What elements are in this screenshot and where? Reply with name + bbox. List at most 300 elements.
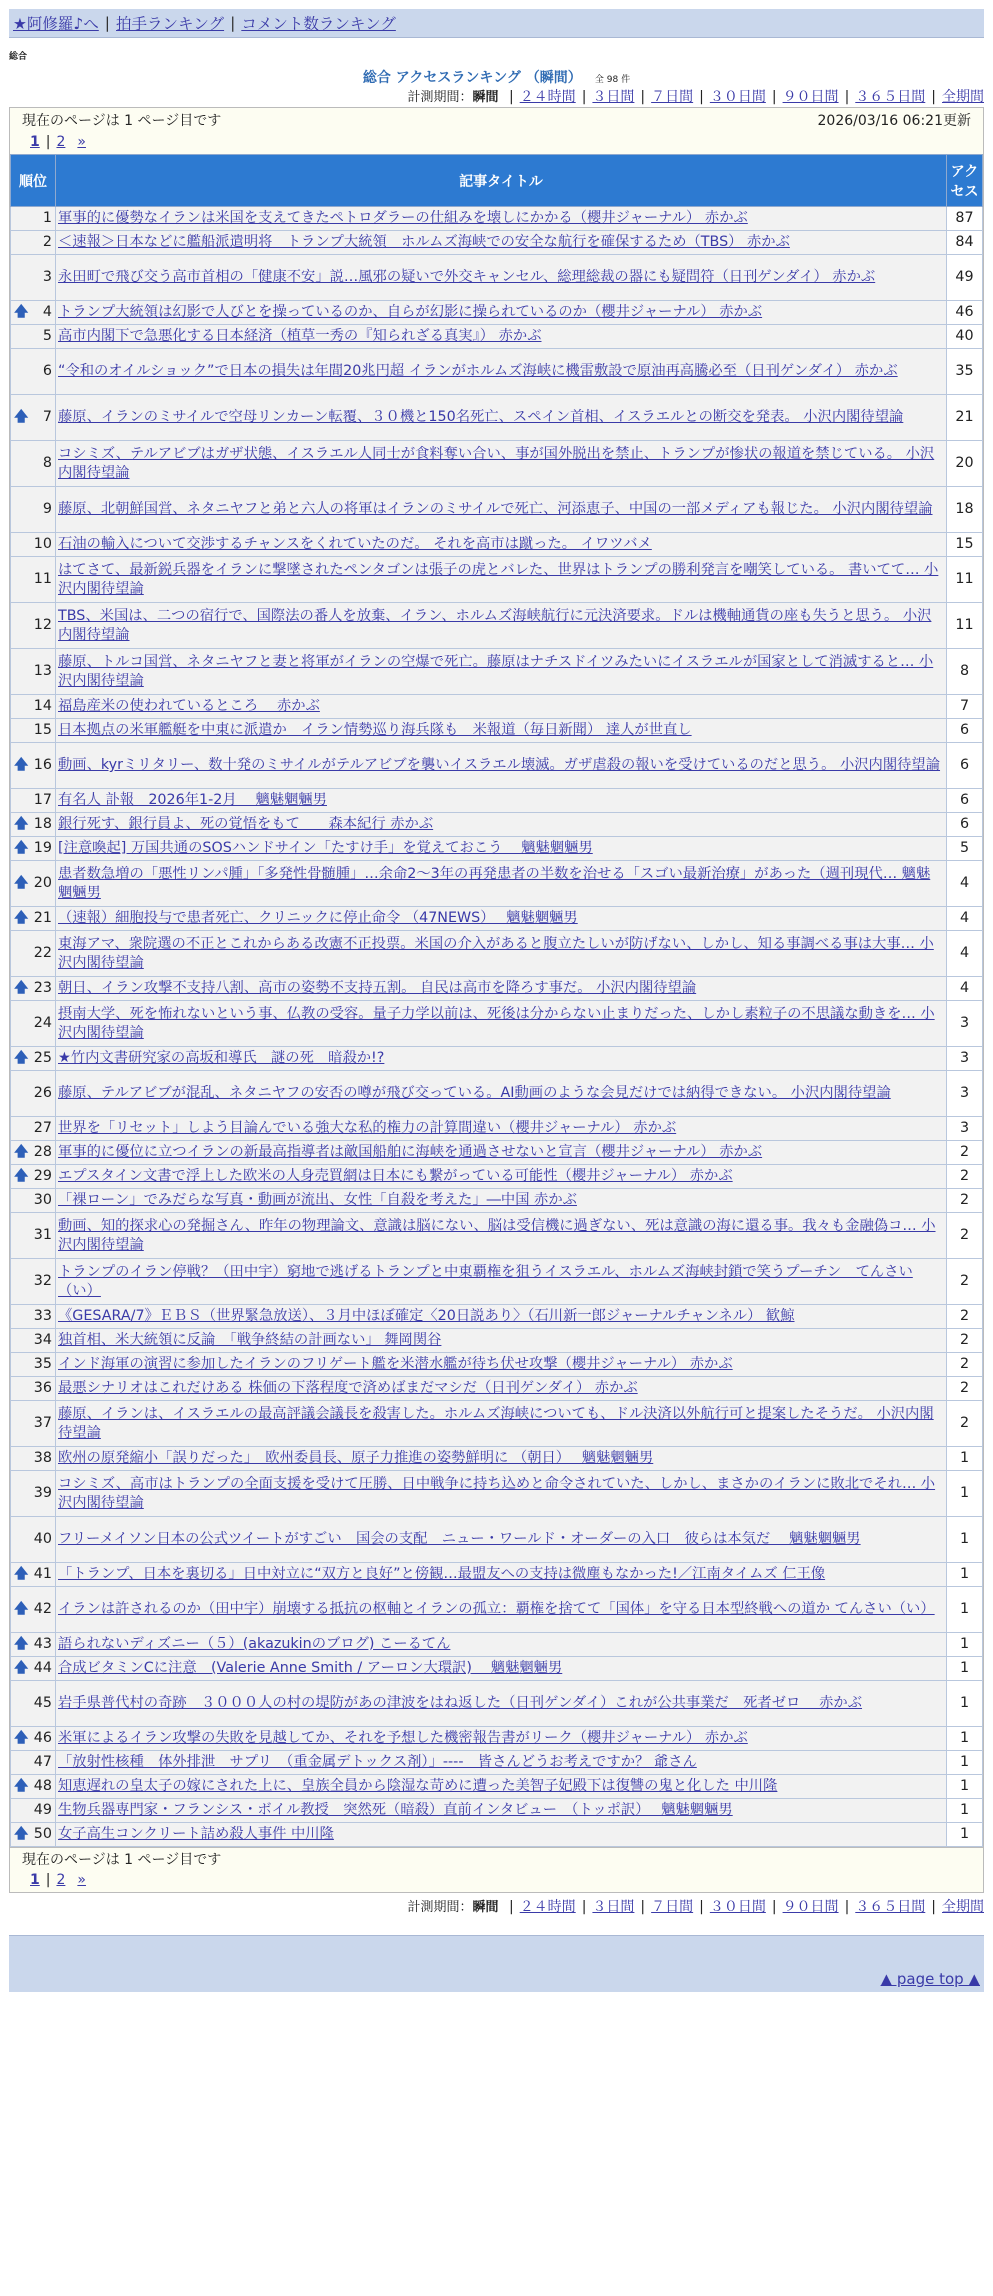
table-row — [11, 743, 983, 789]
rank-number: 6 — [42, 363, 52, 379]
article-title-link[interactable]: エプスタイン文書で浮上した欧米の人身売買網は日本にも繋がっている可能性（櫻井ジャーナル） 赤かぶ — [58, 1168, 733, 1184]
access-count: 1 — [947, 1681, 983, 1727]
bottom-period-link[interactable]: ３６５日間 — [855, 1899, 926, 1915]
nav-home-link[interactable]: ★阿修羅♪へ — [13, 15, 99, 33]
col-access-header: アクセス — [947, 155, 983, 207]
table-row — [11, 1727, 983, 1751]
title-cell — [56, 255, 947, 301]
rank-number: 5 — [42, 328, 52, 344]
access-count: 1 — [947, 1775, 983, 1799]
table-row — [11, 441, 983, 487]
access-count: 5 — [947, 837, 983, 861]
article-title-link[interactable]: 最悪シナリオはこれだけある 株価の下落程度で済めばまだマシだ（日刊ゲンダイ） 赤かぶ — [58, 1380, 638, 1396]
access-count: 11 — [947, 603, 983, 649]
bottom-period-link[interactable]: ７日間 — [651, 1899, 694, 1915]
table-row — [11, 907, 983, 931]
table-row — [11, 395, 983, 441]
rank-number: 18 — [33, 816, 52, 832]
table-row — [11, 349, 983, 395]
access-count: 7 — [947, 695, 983, 719]
rank-cell — [11, 789, 56, 813]
rank-cell — [11, 1329, 56, 1353]
title-cell — [56, 695, 947, 719]
article-title-link[interactable]: 《GESARA/7》ＥＢＳ（世界緊急放送）、３月中ほぼ確定〈20日説あり〉（石川新一郎ジャーナルチャンネル） 歓鯨 — [58, 1308, 795, 1324]
access-count: 2 — [947, 1259, 983, 1305]
access-count: 15 — [947, 533, 983, 557]
rank-number: 3 — [42, 269, 52, 285]
title-cell — [56, 1657, 947, 1681]
page-link-2[interactable]: 2 — [56, 134, 66, 150]
title-cell — [56, 1751, 947, 1775]
rank-cell — [11, 1751, 56, 1775]
period-separator: | — [699, 89, 704, 105]
article-title-link[interactable]: 生物兵器専門家・フランシス・ボイル教授 突然死（暗殺）直前インタビュー （トッポ訳） 魑魅魍魎男 — [58, 1802, 733, 1818]
rank-cell — [11, 441, 56, 487]
bottom-page-link-2[interactable]: 2 — [56, 1872, 66, 1888]
rank-cell — [11, 1047, 56, 1071]
access-count: 1 — [947, 1447, 983, 1471]
access-count: 87 — [947, 207, 983, 231]
table-row — [11, 861, 983, 907]
rank-cell — [11, 487, 56, 533]
access-count: 1 — [947, 1823, 983, 1847]
page-top-row — [9, 1966, 984, 1992]
rank-cell — [11, 603, 56, 649]
rank-number: 27 — [33, 1120, 52, 1136]
rank-number: 21 — [33, 910, 52, 926]
title-cell — [56, 1681, 947, 1727]
table-row — [11, 1071, 983, 1117]
article-title-link[interactable]: 米軍によるイラン攻撃の失敗を見越してか、それを予想した機密報告書がリーク（櫻井ジャーナル） 赤かぶ — [58, 1730, 748, 1746]
table-row — [11, 1823, 983, 1847]
top-period-link[interactable]: ２４時間 — [519, 89, 576, 105]
up-arrow-icon: 🡅 — [14, 1050, 29, 1066]
table-row — [11, 1587, 983, 1633]
article-title-link[interactable]: 「裸ローン」でみだらな写真・動画が流出、女性「自殺を考えた」―中国 赤かぶ — [58, 1192, 577, 1208]
up-arrow-icon: 🡅 — [14, 409, 29, 425]
rank-number: 20 — [33, 875, 52, 891]
page-next-link[interactable]: » — [77, 134, 86, 150]
bottom-period-link[interactable]: 全期間 — [942, 1899, 984, 1915]
article-title-link[interactable]: 語られないディズニー（５）(akazukinのブログ) こーるてん — [58, 1636, 451, 1652]
up-arrow-icon: 🡅 — [14, 875, 29, 891]
rank-number: 14 — [33, 698, 52, 714]
period-separator: | — [771, 1899, 777, 1915]
rank-number: 15 — [33, 722, 52, 738]
table-row — [11, 719, 983, 743]
rank-number: 22 — [33, 945, 52, 961]
ranking-box — [9, 107, 984, 1848]
title-cell — [56, 1353, 947, 1377]
access-count: 1 — [947, 1517, 983, 1563]
article-title-link[interactable]: 女子高生コンクリート詰め殺人事件 中川隆 — [58, 1826, 334, 1842]
title-cell — [56, 207, 947, 231]
title-cell — [56, 603, 947, 649]
rank-number: 41 — [33, 1566, 52, 1582]
article-title-link[interactable]: 福島産米の使われているところ 赤かぶ — [58, 698, 320, 714]
pager-separator: | — [45, 134, 51, 150]
updated-timestamp: 2026/03/16 06:21更新 — [817, 113, 971, 129]
nav-separator: | — [104, 14, 111, 32]
rank-cell — [11, 743, 56, 789]
bottom-pager — [9, 1848, 984, 1893]
up-arrow-icon: 🡅 — [14, 757, 29, 773]
title-cell — [56, 441, 947, 487]
bottom-period-selector — [9, 1897, 984, 1917]
title-cell — [56, 907, 947, 931]
article-title-link[interactable]: 藤原、トルコ国営、ネタニヤフと妻と将軍がイランの空爆で死亡。藤原はナチスドイツみたいにイスラエルが国家として消滅すると… 小沢内閣待望論 — [58, 653, 934, 689]
top-period-link[interactable]: ９０日間 — [782, 89, 839, 105]
rank-cell — [11, 349, 56, 395]
access-count: 2 — [947, 1353, 983, 1377]
rank-number: 44 — [33, 1660, 52, 1676]
table-row — [11, 1165, 983, 1189]
rank-cell — [11, 1657, 56, 1681]
article-title-link[interactable]: インド海軍の演習に参加したイランのフリゲート艦を米潜水艦が待ち伏せ攻撃（櫻井ジャーナル） 赤かぶ — [58, 1356, 733, 1372]
title-cell — [56, 813, 947, 837]
title-cell — [56, 395, 947, 441]
title-cell — [56, 1775, 947, 1799]
rank-number: 35 — [33, 1356, 52, 1372]
access-count: 4 — [947, 861, 983, 907]
access-count: 2 — [947, 1165, 983, 1189]
rank-cell — [11, 1447, 56, 1471]
article-title-link[interactable]: トランプ大統領は幻影で人びとを操っているのか、自らが幻影に操られているのか（櫻井ジャーナル） 赤かぶ — [58, 304, 763, 320]
table-row — [11, 1681, 983, 1727]
title-cell — [56, 1165, 947, 1189]
access-count: 1 — [947, 1587, 983, 1633]
rank-number: 1 — [42, 210, 52, 226]
access-count: 1 — [947, 1657, 983, 1681]
rank-number: 4 — [42, 304, 52, 320]
access-count: 6 — [947, 813, 983, 837]
period-separator: | — [931, 89, 936, 105]
access-count: 2 — [947, 1213, 983, 1259]
period-separator: | — [771, 89, 777, 105]
up-arrow-icon: 🡅 — [14, 910, 29, 926]
period-current: 瞬間 — [472, 90, 499, 105]
article-title-link[interactable]: 藤原、イランは、イスラエルの最高評議会議長を殺害した。ホルムズ海峡についても、ドル決済以外航行可と提案したそうだ。 小沢内閣待望論 — [58, 1405, 934, 1441]
article-title-link[interactable]: 岩手県普代村の奇跡 ３０００人の村の堤防があの津波をはね返した（日刊ゲンダイ）これが公共事業だ 死者ゼロ 赤かぶ — [58, 1695, 863, 1711]
rank-cell — [11, 719, 56, 743]
title-cell — [56, 1517, 947, 1563]
rank-number: 49 — [33, 1802, 52, 1818]
article-title-link[interactable]: コシミズ、テルアビブはガザ状態、イスラエル人同士が食料奪い合い、事が国外脱出を禁止、トランプが惨状の報道を禁じている。 小沢内閣待望論 — [58, 445, 935, 481]
article-title-link[interactable]: 動画、知的探求心の発掘さん、昨年の物理論文、意識は脳にない、脳は受信機に過ぎない、死は意識の海に還る事。我々も金融偽コ… 小沢内閣待望論 — [58, 1217, 936, 1253]
up-arrow-icon: 🡅 — [14, 1566, 29, 1582]
bottom-page-next-link[interactable]: » — [77, 1872, 86, 1888]
rank-cell — [11, 1141, 56, 1165]
article-title-link[interactable]: 「放射性核種 体外排泄 サプリ （重金属デトックス剤）」---- 皆さんどうお考えですか？ 爺さん — [58, 1754, 697, 1770]
table-row — [11, 977, 983, 1001]
article-title-link[interactable]: 摂南大学、死を怖れないという事、仏教の受容。量子力学以前は、死後は分からない止まりだった、しかし素粒子の不思議な動きを… 小沢内閣待望論 — [58, 1005, 935, 1041]
rank-cell — [11, 861, 56, 907]
up-arrow-icon: 🡅 — [14, 840, 29, 856]
article-title-link[interactable]: 合成ビタミンCに注意 (Valerie Anne Smith / アーロン大環訳) 魑魅魍魎男 — [58, 1660, 563, 1676]
rank-cell — [11, 557, 56, 603]
access-count: 1 — [947, 1471, 983, 1517]
bottom-period-label: 計測期間： — [407, 1900, 473, 1915]
rank-number: 11 — [33, 571, 52, 587]
page-link-1[interactable]: 1 — [30, 134, 40, 150]
period-separator: | — [581, 1899, 587, 1915]
access-count: 40 — [947, 325, 983, 349]
bottom-page-link-1[interactable]: 1 — [30, 1872, 40, 1888]
table-row — [11, 1141, 983, 1165]
article-title-link[interactable]: 永田町で飛び交う高市首相の「健康不安」説…風邪の疑いで外交キャンセル、総理総裁の器にも疑問符（日刊ゲンダイ） 赤かぶ — [58, 269, 876, 285]
rank-number: 36 — [33, 1380, 52, 1396]
article-title-link[interactable]: “令和のオイルショック”で日本の損失は年間20兆円超 イランがホルムズ海峡に機雷敷設で原油再高騰必至（日刊ゲンダイ） 赤かぶ — [58, 363, 898, 379]
period-separator: | — [699, 1899, 704, 1915]
table-row — [11, 1189, 983, 1213]
current-page-text: 現在のページは 1 ページ目です — [22, 113, 222, 129]
access-count: 6 — [947, 743, 983, 789]
article-title-link[interactable]: 「トランプ、日本を裏切る」日中対立に“双方と良好”と傍観…最盟友への支持は微塵もなかった!／江南タイムズ 仁王像 — [58, 1566, 826, 1582]
top-period-link[interactable]: ７日間 — [651, 89, 694, 105]
bottom-period-link[interactable]: ９０日間 — [782, 1899, 839, 1915]
table-row — [11, 931, 983, 977]
table-row — [11, 649, 983, 695]
bottom-period-link[interactable]: ３０日間 — [709, 1899, 766, 1915]
table-row — [11, 1471, 983, 1517]
period-separator: | — [581, 89, 587, 105]
table-row — [11, 255, 983, 301]
up-arrow-icon: 🡅 — [14, 1601, 29, 1617]
col-title-header: 記事タイトル — [56, 155, 947, 207]
access-count: 1 — [947, 1799, 983, 1823]
access-count: 8 — [947, 649, 983, 695]
title-cell — [56, 1305, 947, 1329]
page-title: 総合 アクセスランキング （瞬間） — [362, 70, 582, 86]
article-title-link[interactable]: 石油の輸入について交渉するチャンスをくれていたのだ。 それを高市は蹴った。 イワツバメ — [58, 536, 652, 552]
title-cell — [56, 1189, 947, 1213]
article-title-link[interactable]: 東海アマ、衆院選の不正とこれからある改憲不正投票。米国の介入があると腹立たしいが防げない、しかし、知る事調べる事は大事… 小沢内閣待望論 — [58, 935, 934, 971]
rank-cell — [11, 1259, 56, 1305]
access-count: 4 — [947, 907, 983, 931]
article-title-link[interactable]: 藤原、イランのミサイルで空母リンカーン転覆、３０機と150名死亡、スペイン首相、イスラエルとの断交を発表。 小沢内閣待望論 — [58, 409, 904, 425]
title-cell — [56, 719, 947, 743]
access-count: 1 — [947, 1727, 983, 1751]
article-title-link[interactable]: トランプのイラン停戦？（田中宇）窮地で逃げるトランプと中東覇権を狙うイスラエル、ホルムズ海峡封鎖で笑うプーチン てんさい（い） — [58, 1263, 913, 1299]
rank-cell — [11, 649, 56, 695]
access-count: 4 — [947, 977, 983, 1001]
article-title-link[interactable]: フリーメイソン日本の公式ツイートがすごい 国会の支配 ニュー・ワールド・オーダーの入口 彼らは本気だ 魑魅魍魎男 — [58, 1531, 861, 1547]
period-separator: | — [508, 89, 514, 105]
footer-bar — [9, 1935, 984, 1966]
page-top-link[interactable]: ▲ page top ▲ — [880, 1970, 980, 1988]
title-cell — [56, 1401, 947, 1447]
rank-cell — [11, 931, 56, 977]
article-title-link[interactable]: 独首相、米大統領に反論 「戦争終結の計画ない」 舞岡関谷 — [58, 1332, 442, 1348]
rank-number: 48 — [33, 1778, 52, 1794]
table-row — [11, 1775, 983, 1799]
access-count: 11 — [947, 557, 983, 603]
period-selector — [9, 87, 984, 107]
up-arrow-icon: 🡅 — [14, 1636, 29, 1652]
article-title-link[interactable]: ★竹内文書研究家の高坂和導氏 謎の死 暗殺か!? — [58, 1050, 385, 1066]
table-row — [11, 1259, 983, 1305]
article-title-link[interactable]: 銀行死す、銀行員よ、死の覚悟をもて 森本紀行 赤かぶ — [58, 816, 434, 832]
article-title-link[interactable]: TBS、米国は、二つの宿行で、国際法の番人を放棄、イラン、ホルムズ海峡航行に元決済要求。ドルは機軸通貨の座も失うと思う。 小沢内閣待望論 — [58, 607, 932, 643]
article-title-link[interactable]: （速報）細胞投与で患者死亡、クリニックに停止命令 （47NEWS） 魑魅魍魎男 — [58, 910, 578, 926]
rank-cell — [11, 231, 56, 255]
table-row — [11, 1799, 983, 1823]
access-count: 3 — [947, 1001, 983, 1047]
rank-cell — [11, 1213, 56, 1259]
table-row — [11, 1377, 983, 1401]
table-row — [11, 813, 983, 837]
rank-number: 39 — [33, 1485, 52, 1501]
access-count: 2 — [947, 1305, 983, 1329]
article-title-link[interactable]: コシミズ、高市はトランプの全面支援を受けて圧勝、日中戦争に持ち込めと命令されていた、しかし、まさかのイランに敗北でそれ… 小沢内閣待望論 — [58, 1475, 936, 1511]
title-cell — [56, 1799, 947, 1823]
nav-clap-ranking-link[interactable]: 拍手ランキング — [116, 15, 225, 33]
rank-number: 13 — [33, 663, 52, 679]
rank-number: 16 — [33, 757, 52, 773]
table-row — [11, 1751, 983, 1775]
rank-number: 17 — [33, 792, 52, 808]
col-rank-header: 順位 — [11, 155, 56, 207]
article-title-link[interactable]: 藤原、テルアビブが混乱、ネタニヤフの安否の噂が飛び交っている。AI動画のような会見だけでは納得できない。 小沢内閣待望論 — [58, 1085, 891, 1101]
access-count: 6 — [947, 789, 983, 813]
up-arrow-icon: 🡅 — [14, 816, 29, 832]
rank-cell — [11, 695, 56, 719]
rank-cell — [11, 1401, 56, 1447]
bottom-period-link[interactable]: ３日間 — [592, 1899, 635, 1915]
rank-cell — [11, 255, 56, 301]
article-title-link[interactable]: はてさて、最新鋭兵器をイランに撃墜されたペンタゴンは張子の虎とバレた、世界はトランプの勝利発言を嘲笑している。 書いてて… 小沢内閣待望論 — [58, 561, 939, 597]
access-count: 2 — [947, 1377, 983, 1401]
title-cell — [56, 349, 947, 395]
access-count: 84 — [947, 231, 983, 255]
article-title-link[interactable]: 高市内閣下で急悪化する日本経済（植草一秀の『知られざる真実』） 赤かぶ — [58, 328, 542, 344]
rank-number: 28 — [33, 1144, 52, 1160]
bottom-period-link[interactable]: ２４時間 — [519, 1899, 576, 1915]
rank-number: 45 — [33, 1695, 52, 1711]
title-cell — [56, 533, 947, 557]
table-row — [11, 1305, 983, 1329]
rank-cell — [11, 1587, 56, 1633]
article-title-link[interactable]: 日本拠点の米軍艦艇を中東に派遣か イラン情勢巡り海兵隊も 米報道（毎日新聞） 達人が世直し — [58, 722, 692, 738]
rank-cell — [11, 395, 56, 441]
rank-cell — [11, 1189, 56, 1213]
article-title-link[interactable]: ＜速報＞日本などに艦船派遣明将 トランプ大統領 ホルムズ海峡での安全な航行を確保するため（TBS） 赤かぶ — [58, 234, 790, 250]
article-title-link[interactable]: 朝日、イラン攻撃不支持八割、高市の姿勢不支持五割。 自民は高市を降ろす事だ。 小沢内閣待望論 — [58, 980, 697, 996]
rank-number: 19 — [33, 840, 52, 856]
table-row — [11, 533, 983, 557]
rank-cell — [11, 1563, 56, 1587]
article-title-link[interactable]: 世界を「リセット」しよう目論んでいる強大な私的権力の計算間違い（櫻井ジャーナル） 赤かぶ — [58, 1120, 677, 1136]
top-nav — [9, 9, 984, 38]
article-title-link[interactable]: 軍事的に優位に立つイランの新最高指導者は敵国船舶に海峡を通過させないと宣言（櫻井ジャーナル） 赤かぶ — [58, 1144, 763, 1160]
article-title-link[interactable]: 欧州の原発縮小「誤りだった」 欧州委員長、原子力推進の姿勢鮮明に （朝日） 魑魅魍魎男 — [58, 1450, 654, 1466]
table-row — [11, 1353, 983, 1377]
access-count: 3 — [947, 1117, 983, 1141]
top-period-link[interactable]: 全期間 — [942, 89, 984, 105]
nav-comment-ranking-link[interactable]: コメント数ランキング — [241, 15, 396, 33]
table-row — [11, 557, 983, 603]
access-count: 1 — [947, 1751, 983, 1775]
title-cell — [56, 1377, 947, 1401]
table-row — [11, 789, 983, 813]
period-separator: | — [844, 89, 850, 105]
article-title-link[interactable]: イランは許されるのか（田中宇）崩壊する抵抗の枢軸とイランの孤立：覇権を捨てて「国体」を守る日本型終戦への道か てんさい（い） — [58, 1601, 935, 1617]
article-title-link[interactable]: 患者数急増の「悪性リンパ腫」「多発性骨髄腫」…余命2～3年の再発患者の半数を治せる「スゴい最新治療」があった（週刊現代… 魑魅魍魎男 — [58, 865, 931, 901]
article-title-link[interactable]: [注意喚起] 万国共通のSOSハンドサイン「たすけ手」を覚えておこう 魑魅魍魎男 — [58, 840, 593, 856]
rank-number: 37 — [33, 1415, 52, 1431]
title-cell — [56, 301, 947, 325]
access-count: 2 — [947, 1141, 983, 1165]
rank-number: 23 — [33, 980, 52, 996]
rank-number: 24 — [33, 1015, 52, 1031]
rank-cell — [11, 1799, 56, 1823]
bottom-period-current: 瞬間 — [472, 1900, 499, 1915]
rank-cell — [11, 977, 56, 1001]
article-title-link[interactable]: 動画、kyrミリタリー、数十発のミサイルがテルアビブを襲いイスラエル壊滅。ガザ虐殺の報いを受けているのだと思う。 小沢内閣待望論 — [58, 757, 941, 773]
period-separator: | — [508, 1899, 514, 1915]
title-cell — [56, 231, 947, 255]
table-row — [11, 325, 983, 349]
up-arrow-icon: 🡅 — [14, 304, 29, 320]
access-count: 18 — [947, 487, 983, 533]
rank-cell — [11, 301, 56, 325]
article-title-link[interactable]: 藤原、北朝鮮国営、ネタニヤフと弟と六人の将軍はイランのミサイルで死亡、河添恵子、中国の一部メディアも報じた。 小沢内閣待望論 — [58, 501, 933, 517]
period-separator: | — [844, 1899, 850, 1915]
top-period-link[interactable]: ３日間 — [592, 89, 635, 105]
title-cell — [56, 1071, 947, 1117]
access-count: 35 — [947, 349, 983, 395]
rank-cell — [11, 1377, 56, 1401]
title-cell — [56, 1633, 947, 1657]
title-cell — [56, 1001, 947, 1047]
rank-cell — [11, 837, 56, 861]
table-row — [11, 301, 983, 325]
rank-number: 2 — [42, 234, 52, 250]
title-cell — [56, 1727, 947, 1751]
period-separator: | — [640, 1899, 646, 1915]
article-title-link[interactable]: 知恵遅れの皇太子の嫁にされた上に、皇族全員から陰湿な苛めに遭った美智子妃殿下は復讐の鬼と化した 中川隆 — [58, 1778, 778, 1794]
up-arrow-icon: 🡅 — [14, 1660, 29, 1676]
rank-cell — [11, 533, 56, 557]
title-cell — [56, 1587, 947, 1633]
title-cell — [56, 1447, 947, 1471]
item-count: 全 98 件 — [594, 75, 631, 85]
rank-cell — [11, 1823, 56, 1847]
rank-cell — [11, 1165, 56, 1189]
bottom-current-page-text: 現在のページは 1 ページ目です — [22, 1852, 222, 1868]
rank-cell — [11, 1071, 56, 1117]
rank-number: 46 — [33, 1730, 52, 1746]
top-period-link[interactable]: ３０日間 — [709, 89, 766, 105]
access-count: 20 — [947, 441, 983, 487]
rank-cell — [11, 1727, 56, 1751]
access-count: 1 — [947, 1563, 983, 1587]
title-cell — [56, 861, 947, 907]
rank-number: 8 — [42, 455, 52, 471]
table-row — [11, 487, 983, 533]
rank-cell — [11, 207, 56, 231]
article-title-link[interactable]: 軍事的に優勢なイランは米国を支えてきたペトロダラーの仕組みを壊しにかかる（櫻井ジャーナル） 赤かぶ — [58, 210, 748, 226]
table-row — [11, 603, 983, 649]
access-count: 1 — [947, 1633, 983, 1657]
nav-separator: | — [230, 14, 236, 32]
rank-number: 50 — [33, 1826, 52, 1842]
top-period-link[interactable]: ３６５日間 — [855, 89, 926, 105]
access-count: 3 — [947, 1071, 983, 1117]
rank-number: 42 — [33, 1601, 52, 1617]
article-title-link[interactable]: 有名人 訃報 2026年1-2月 魑魅魍魎男 — [58, 792, 327, 808]
rank-number: 40 — [33, 1531, 52, 1547]
